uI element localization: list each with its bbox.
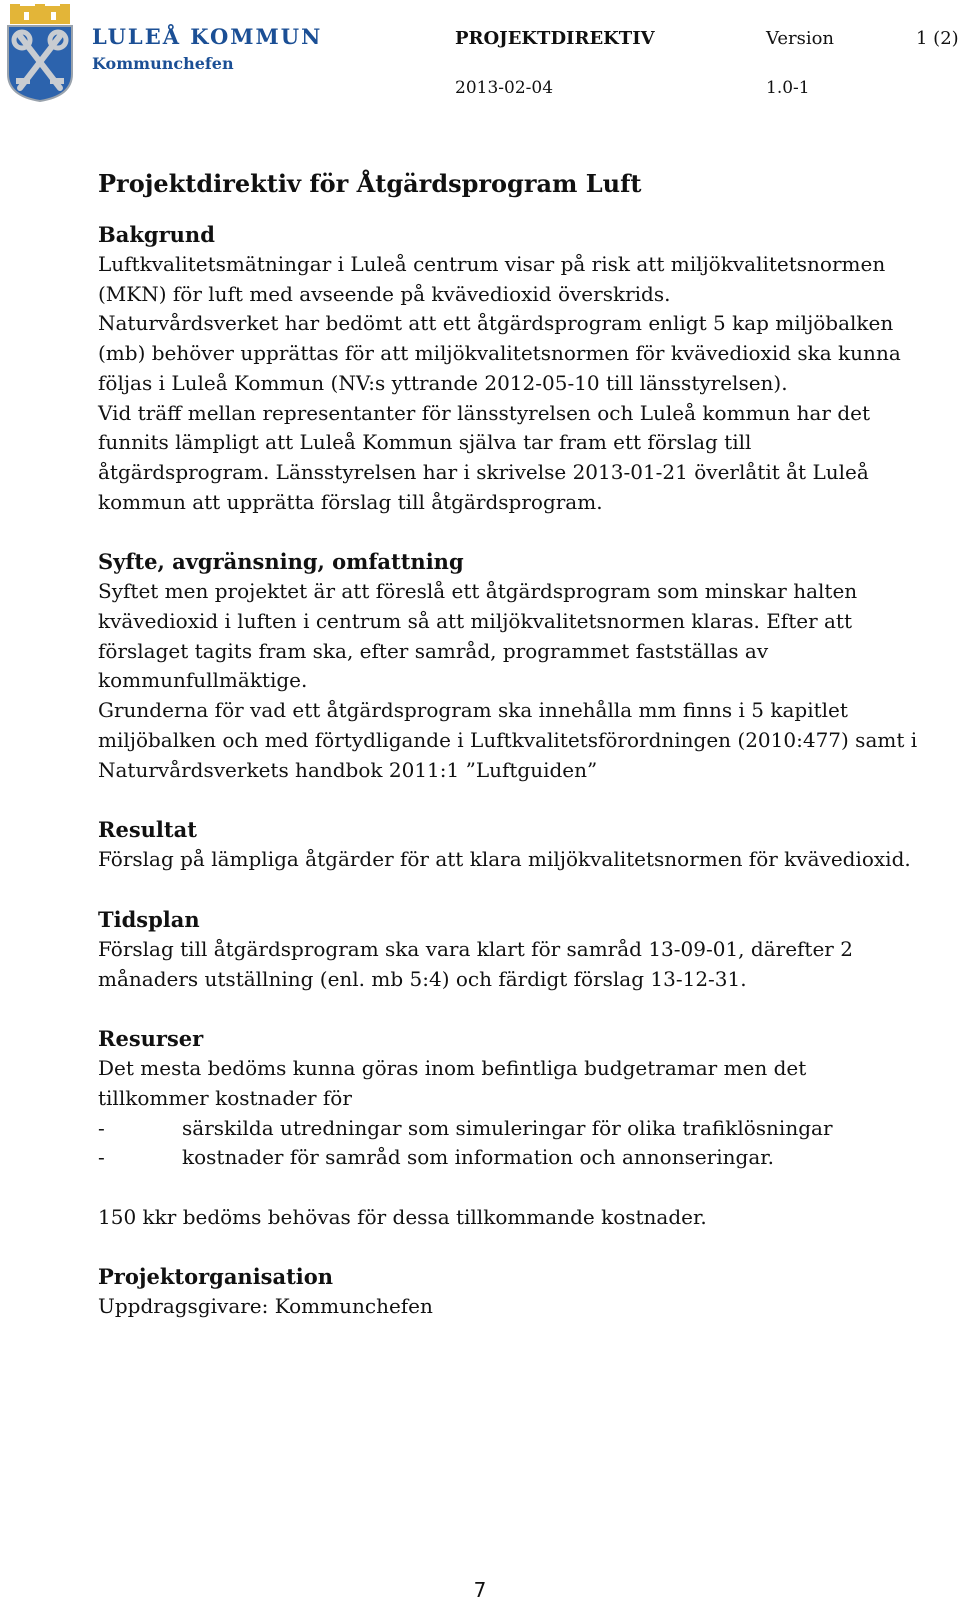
section-heading-resultat: Resultat xyxy=(98,817,197,843)
organization-department: Kommunchefen xyxy=(92,54,234,73)
paragraph: Uppdragsgivare: Kommunchefen xyxy=(98,1294,433,1319)
document-type: PROJEKTDIREKTIV xyxy=(455,28,655,49)
document-date: 2013-02-04 xyxy=(455,78,554,98)
cost-list xyxy=(98,1114,918,1173)
page-count: 1 (2) xyxy=(916,28,959,49)
list-item xyxy=(98,1114,918,1144)
section-heading-projektorganisation: Projektorganisation xyxy=(98,1264,334,1290)
page-number: 7 xyxy=(473,1578,487,1602)
section-heading-syfte: Syfte, avgränsning, omfattning xyxy=(98,549,464,575)
paragraph: Förslag till åtgärdsprogram ska vara klart för samråd 13-09-01, därefter 2 månaders utställning (enl. mb 5:4) och färdigt förslag 13-12-31. xyxy=(98,936,853,991)
paragraph: Vid träff mellan representanter för länsstyrelsen och Luleå kommun har det funnits lämpligt att Luleå Kommun själva tar fram ett förslag till åtgärdsprogram. Länsstyrelsen har i skrivelse 2013-01-21 överlåtit åt Luleå kommun att upprätta förslag till åtgärdsprogram. xyxy=(98,400,871,514)
lulea-coat-of-arms-icon xyxy=(6,4,74,102)
paragraph: Det mesta bedöms kunna göras inom befintliga budgetramar men det tillkommer kostnader för xyxy=(98,1056,807,1111)
list-item xyxy=(98,1143,918,1173)
list-marker: - xyxy=(98,1145,105,1170)
section-heading-bakgrund: Bakgrund xyxy=(98,222,215,247)
document-title: Projektdirektiv för Åtgärdsprogram Luft xyxy=(98,169,642,198)
list-marker: - xyxy=(98,1115,105,1140)
paragraph: Luftkvalitetsmätningar i Luleå centrum visar på risk att miljökvalitetsnormen (MKN) för luft med avseende på kvävedioxid överskrids. xyxy=(98,252,886,306)
section-heading-tidsplan: Tidsplan xyxy=(98,906,200,932)
paragraph: Förslag på lämpliga åtgärder för att klara miljökvalitetsnormen för kvävedioxid. xyxy=(98,847,911,872)
version-number: 1.0-1 xyxy=(766,78,810,98)
document-body xyxy=(98,168,918,1322)
list-item-text: kostnader för samråd som information och annonseringar. xyxy=(182,1145,774,1170)
document-header xyxy=(0,0,960,110)
paragraph: Grunderna för vad ett åtgärdsprogram ska innehålla mm finns i 5 kapitlet miljöbalken och med förtydligande i Luftkvalitetsförordningen (2010:477) samt i Naturvårdsverkets handbok 2011:1 ”Luftguiden” xyxy=(98,698,918,782)
organization-name: LULEÅ KOMMUN xyxy=(92,24,323,49)
paragraph: Syftet men projektet är att föreslå ett åtgärdsprogram som minskar halten kvävedioxid i luften i centrum så att miljökvalitetsnormen klaras. Efter att förslaget tagits fram ska, efter samråd, programmet fastställas av kommunfullmäktige. xyxy=(98,579,858,693)
list-item-text: särskilda utredningar som simuleringar för olika trafiklösningar xyxy=(182,1115,833,1140)
section-heading-resurser: Resurser xyxy=(98,1026,204,1052)
cost-summary: 150 kkr bedöms behövas för dessa tillkommande kostnader. xyxy=(98,1204,707,1229)
paragraph: Naturvårdsverket har bedömt att ett åtgärdsprogram enligt 5 kap miljöbalken (mb) behöver upprättas för att miljökvalitetsnormen för kvävedioxid ska kunna följas i Luleå Kommun (NV:s yttrande 2012-05-10 till länsstyrelsen). xyxy=(98,311,901,395)
version-label: Version xyxy=(766,28,835,49)
